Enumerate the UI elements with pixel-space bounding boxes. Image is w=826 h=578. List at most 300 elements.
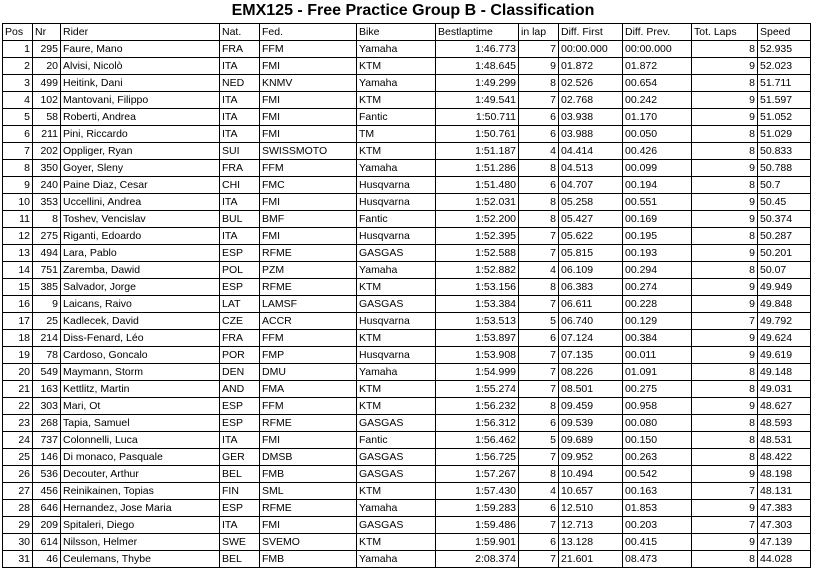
cell-speed: 49.031 xyxy=(758,381,811,398)
cell-fed: SWISSMOTO xyxy=(260,143,357,160)
cell-fed: FMI xyxy=(260,92,357,109)
cell-tot-laps: 9 xyxy=(692,330,758,347)
cell-rider: Uccellini, Andrea xyxy=(61,194,220,211)
cell-in-lap: 8 xyxy=(519,211,559,228)
cell-in-lap: 8 xyxy=(519,398,559,415)
cell-diff-prev: 08.473 xyxy=(623,551,692,568)
table-row xyxy=(3,279,811,296)
cell-nr: 353 xyxy=(33,194,61,211)
cell-diff-first: 05.427 xyxy=(559,211,623,228)
cell-rider: Oppliger, Ryan xyxy=(61,143,220,160)
cell-diff-first: 10.657 xyxy=(559,483,623,500)
cell-nat: AND xyxy=(220,381,260,398)
cell-rider: Colonnelli, Luca xyxy=(61,432,220,449)
cell-speed: 50.287 xyxy=(758,228,811,245)
cell-bestlaptime: 1:51.187 xyxy=(436,143,519,160)
header-row xyxy=(3,24,811,41)
cell-nr: 499 xyxy=(33,75,61,92)
table-row xyxy=(3,194,811,211)
cell-nr: 78 xyxy=(33,347,61,364)
cell-diff-first: 06.109 xyxy=(559,262,623,279)
cell-pos: 20 xyxy=(3,364,33,381)
col-header-speed: Speed xyxy=(758,24,811,41)
col-header-nr: Nr xyxy=(33,24,61,41)
cell-bestlaptime: 1:56.462 xyxy=(436,432,519,449)
cell-diff-prev: 00.263 xyxy=(623,449,692,466)
cell-rider: Cardoso, Goncalo xyxy=(61,347,220,364)
cell-nr: 549 xyxy=(33,364,61,381)
cell-nat: DEN xyxy=(220,364,260,381)
cell-diff-first: 09.689 xyxy=(559,432,623,449)
cell-bike: Husqvarna xyxy=(357,194,436,211)
cell-bike: Yamaha xyxy=(357,41,436,58)
cell-pos: 14 xyxy=(3,262,33,279)
cell-tot-laps: 8 xyxy=(692,551,758,568)
col-header-pos: Pos xyxy=(3,24,33,41)
cell-nr: 214 xyxy=(33,330,61,347)
cell-pos: 17 xyxy=(3,313,33,330)
cell-nr: 646 xyxy=(33,500,61,517)
cell-nat: NED xyxy=(220,75,260,92)
page-title: EMX125 - Free Practice Group B - Classification xyxy=(231,2,595,19)
cell-nr: 614 xyxy=(33,534,61,551)
cell-speed: 50.45 xyxy=(758,194,811,211)
cell-pos: 16 xyxy=(3,296,33,313)
cell-bestlaptime: 1:53.897 xyxy=(436,330,519,347)
cell-speed: 50.374 xyxy=(758,211,811,228)
table-row xyxy=(3,500,811,517)
cell-rider: Mantovani, Filippo xyxy=(61,92,220,109)
cell-nr: 163 xyxy=(33,381,61,398)
cell-tot-laps: 8 xyxy=(692,143,758,160)
cell-tot-laps: 9 xyxy=(692,279,758,296)
cell-diff-prev: 00.129 xyxy=(623,313,692,330)
cell-tot-laps: 8 xyxy=(692,262,758,279)
cell-diff-first: 04.513 xyxy=(559,160,623,177)
cell-fed: RFME xyxy=(260,279,357,296)
table-row xyxy=(3,58,811,75)
cell-bestlaptime: 1:53.156 xyxy=(436,279,519,296)
cell-diff-prev: 00.426 xyxy=(623,143,692,160)
cell-pos: 28 xyxy=(3,500,33,517)
cell-pos: 15 xyxy=(3,279,33,296)
cell-tot-laps: 9 xyxy=(692,194,758,211)
classification-table xyxy=(2,23,811,568)
cell-in-lap: 6 xyxy=(519,109,559,126)
cell-speed: 48.422 xyxy=(758,449,811,466)
cell-diff-first: 10.494 xyxy=(559,466,623,483)
cell-bestlaptime: 1:51.480 xyxy=(436,177,519,194)
cell-bike: KTM xyxy=(357,398,436,415)
cell-bestlaptime: 1:52.200 xyxy=(436,211,519,228)
cell-nr: 8 xyxy=(33,211,61,228)
cell-rider: Spitaleri, Diego xyxy=(61,517,220,534)
cell-in-lap: 8 xyxy=(519,75,559,92)
cell-nr: 536 xyxy=(33,466,61,483)
cell-tot-laps: 9 xyxy=(692,534,758,551)
cell-in-lap: 7 xyxy=(519,41,559,58)
cell-nat: BEL xyxy=(220,551,260,568)
cell-bestlaptime: 1:53.908 xyxy=(436,347,519,364)
cell-in-lap: 7 xyxy=(519,228,559,245)
cell-rider: Salvador, Jorge xyxy=(61,279,220,296)
col-header-in-lap: in lap xyxy=(519,24,559,41)
cell-in-lap: 8 xyxy=(519,466,559,483)
cell-nat: ITA xyxy=(220,58,260,75)
cell-bike: Fantic xyxy=(357,211,436,228)
cell-pos: 7 xyxy=(3,143,33,160)
cell-in-lap: 8 xyxy=(519,160,559,177)
cell-rider: Hernandez, Jose Maria xyxy=(61,500,220,517)
cell-speed: 47.139 xyxy=(758,534,811,551)
cell-bestlaptime: 1:53.513 xyxy=(436,313,519,330)
cell-bike: KTM xyxy=(357,92,436,109)
cell-nat: ESP xyxy=(220,245,260,262)
table-row xyxy=(3,398,811,415)
cell-pos: 2 xyxy=(3,58,33,75)
cell-bike: GASGAS xyxy=(357,296,436,313)
cell-in-lap: 8 xyxy=(519,279,559,296)
cell-nat: ESP xyxy=(220,398,260,415)
cell-rider: Diss-Fenard, Léo xyxy=(61,330,220,347)
cell-rider: Riganti, Edoardo xyxy=(61,228,220,245)
cell-diff-prev: 00:00.000 xyxy=(623,41,692,58)
cell-nat: FRA xyxy=(220,330,260,347)
cell-speed: 49.619 xyxy=(758,347,811,364)
cell-fed: FFM xyxy=(260,330,357,347)
cell-fed: FMB xyxy=(260,551,357,568)
cell-rider: Pini, Riccardo xyxy=(61,126,220,143)
cell-pos: 31 xyxy=(3,551,33,568)
cell-pos: 11 xyxy=(3,211,33,228)
cell-pos: 13 xyxy=(3,245,33,262)
cell-pos: 19 xyxy=(3,347,33,364)
cell-tot-laps: 8 xyxy=(692,228,758,245)
cell-speed: 47.303 xyxy=(758,517,811,534)
cell-pos: 5 xyxy=(3,109,33,126)
cell-nat: SUI xyxy=(220,143,260,160)
cell-tot-laps: 9 xyxy=(692,398,758,415)
cell-speed: 49.148 xyxy=(758,364,811,381)
cell-pos: 24 xyxy=(3,432,33,449)
cell-bike: GASGAS xyxy=(357,517,436,534)
cell-rider: Ceulemans, Thybe xyxy=(61,551,220,568)
cell-nat: ITA xyxy=(220,126,260,143)
cell-bike: Husqvarna xyxy=(357,228,436,245)
cell-diff-first: 21.601 xyxy=(559,551,623,568)
cell-bestlaptime: 1:57.267 xyxy=(436,466,519,483)
cell-diff-first: 08.226 xyxy=(559,364,623,381)
cell-diff-prev: 00.050 xyxy=(623,126,692,143)
cell-in-lap: 6 xyxy=(519,415,559,432)
cell-diff-first: 02.526 xyxy=(559,75,623,92)
cell-bike: TM xyxy=(357,126,436,143)
cell-fed: FFM xyxy=(260,160,357,177)
cell-bestlaptime: 1:48.645 xyxy=(436,58,519,75)
cell-speed: 49.792 xyxy=(758,313,811,330)
cell-diff-first: 01.872 xyxy=(559,58,623,75)
cell-speed: 49.848 xyxy=(758,296,811,313)
cell-fed: DMU xyxy=(260,364,357,381)
cell-bestlaptime: 1:50.761 xyxy=(436,126,519,143)
cell-diff-first: 06.611 xyxy=(559,296,623,313)
cell-diff-prev: 00.150 xyxy=(623,432,692,449)
cell-in-lap: 4 xyxy=(519,262,559,279)
cell-speed: 52.023 xyxy=(758,58,811,75)
cell-nr: 240 xyxy=(33,177,61,194)
cell-nat: ITA xyxy=(220,228,260,245)
cell-speed: 52.935 xyxy=(758,41,811,58)
cell-diff-first: 03.938 xyxy=(559,109,623,126)
cell-pos: 25 xyxy=(3,449,33,466)
cell-diff-first: 02.768 xyxy=(559,92,623,109)
cell-rider: Mari, Ot xyxy=(61,398,220,415)
col-header-diff-prev: Diff. Prev. xyxy=(623,24,692,41)
cell-rider: Decouter, Arthur xyxy=(61,466,220,483)
cell-fed: FFM xyxy=(260,41,357,58)
cell-diff-prev: 00.163 xyxy=(623,483,692,500)
cell-nat: ITA xyxy=(220,194,260,211)
cell-bike: KTM xyxy=(357,58,436,75)
cell-nr: 268 xyxy=(33,415,61,432)
cell-nr: 737 xyxy=(33,432,61,449)
cell-speed: 50.7 xyxy=(758,177,811,194)
cell-fed: FMI xyxy=(260,126,357,143)
cell-diff-first: 05.258 xyxy=(559,194,623,211)
cell-bike: KTM xyxy=(357,143,436,160)
cell-fed: FMB xyxy=(260,466,357,483)
cell-speed: 48.131 xyxy=(758,483,811,500)
cell-in-lap: 7 xyxy=(519,449,559,466)
cell-fed: FMI xyxy=(260,194,357,211)
cell-bike: KTM xyxy=(357,381,436,398)
cell-nat: ITA xyxy=(220,432,260,449)
cell-tot-laps: 9 xyxy=(692,92,758,109)
cell-bike: Yamaha xyxy=(357,364,436,381)
cell-diff-first: 12.713 xyxy=(559,517,623,534)
table-row xyxy=(3,211,811,228)
table-row xyxy=(3,228,811,245)
cell-in-lap: 6 xyxy=(519,534,559,551)
cell-speed: 50.833 xyxy=(758,143,811,160)
cell-diff-first: 07.124 xyxy=(559,330,623,347)
cell-diff-prev: 00.193 xyxy=(623,245,692,262)
cell-nat: ITA xyxy=(220,92,260,109)
cell-tot-laps: 7 xyxy=(692,313,758,330)
cell-pos: 8 xyxy=(3,160,33,177)
cell-nr: 494 xyxy=(33,245,61,262)
cell-bestlaptime: 1:59.486 xyxy=(436,517,519,534)
cell-bestlaptime: 1:56.312 xyxy=(436,415,519,432)
cell-nat: BEL xyxy=(220,466,260,483)
cell-tot-laps: 8 xyxy=(692,364,758,381)
cell-tot-laps: 7 xyxy=(692,483,758,500)
cell-nr: 20 xyxy=(33,58,61,75)
cell-rider: Reinikainen, Topias xyxy=(61,483,220,500)
cell-rider: Di monaco, Pasquale xyxy=(61,449,220,466)
cell-nat: CZE xyxy=(220,313,260,330)
cell-bestlaptime: 1:59.283 xyxy=(436,500,519,517)
cell-diff-first: 04.707 xyxy=(559,177,623,194)
cell-bestlaptime: 1:49.299 xyxy=(436,75,519,92)
cell-rider: Roberti, Andrea xyxy=(61,109,220,126)
table-row xyxy=(3,126,811,143)
cell-nr: 751 xyxy=(33,262,61,279)
col-header-bestlaptime: Bestlaptime xyxy=(436,24,519,41)
cell-nr: 46 xyxy=(33,551,61,568)
cell-speed: 51.597 xyxy=(758,92,811,109)
cell-bestlaptime: 1:52.882 xyxy=(436,262,519,279)
cell-fed: RFME xyxy=(260,500,357,517)
cell-pos: 22 xyxy=(3,398,33,415)
cell-nat: ITA xyxy=(220,517,260,534)
table-row xyxy=(3,449,811,466)
cell-rider: Goyer, Sleny xyxy=(61,160,220,177)
cell-in-lap: 7 xyxy=(519,517,559,534)
cell-tot-laps: 9 xyxy=(692,58,758,75)
cell-diff-first: 09.952 xyxy=(559,449,623,466)
cell-diff-prev: 01.853 xyxy=(623,500,692,517)
cell-diff-prev: 00.274 xyxy=(623,279,692,296)
cell-diff-first: 09.459 xyxy=(559,398,623,415)
cell-nat: BUL xyxy=(220,211,260,228)
cell-bestlaptime: 1:53.384 xyxy=(436,296,519,313)
cell-nat: ESP xyxy=(220,415,260,432)
cell-nr: 202 xyxy=(33,143,61,160)
cell-bike: KTM xyxy=(357,279,436,296)
cell-nat: FIN xyxy=(220,483,260,500)
cell-pos: 30 xyxy=(3,534,33,551)
cell-nr: 211 xyxy=(33,126,61,143)
cell-nr: 350 xyxy=(33,160,61,177)
cell-speed: 50.201 xyxy=(758,245,811,262)
cell-rider: Kadlecek, David xyxy=(61,313,220,330)
cell-speed: 49.949 xyxy=(758,279,811,296)
cell-fed: FMI xyxy=(260,228,357,245)
col-header-nat: Nat. xyxy=(220,24,260,41)
cell-diff-prev: 00.415 xyxy=(623,534,692,551)
cell-in-lap: 9 xyxy=(519,58,559,75)
cell-fed: FMP xyxy=(260,347,357,364)
cell-nr: 25 xyxy=(33,313,61,330)
cell-speed: 51.711 xyxy=(758,75,811,92)
cell-diff-first: 04.414 xyxy=(559,143,623,160)
cell-nr: 58 xyxy=(33,109,61,126)
cell-bike: Fantic xyxy=(357,109,436,126)
cell-in-lap: 7 xyxy=(519,551,559,568)
cell-bestlaptime: 1:51.286 xyxy=(436,160,519,177)
cell-bestlaptime: 1:52.031 xyxy=(436,194,519,211)
cell-tot-laps: 8 xyxy=(692,126,758,143)
table-row xyxy=(3,551,811,568)
cell-diff-prev: 00.080 xyxy=(623,415,692,432)
cell-in-lap: 7 xyxy=(519,92,559,109)
table-row xyxy=(3,92,811,109)
cell-diff-prev: 00.169 xyxy=(623,211,692,228)
cell-tot-laps: 9 xyxy=(692,296,758,313)
cell-nat: ITA xyxy=(220,109,260,126)
cell-in-lap: 5 xyxy=(519,432,559,449)
cell-diff-first: 07.135 xyxy=(559,347,623,364)
cell-fed: RFME xyxy=(260,415,357,432)
cell-fed: FMI xyxy=(260,109,357,126)
table-row xyxy=(3,517,811,534)
cell-rider: Alvisi, Nicolò xyxy=(61,58,220,75)
table-row xyxy=(3,432,811,449)
cell-pos: 10 xyxy=(3,194,33,211)
cell-bike: Husqvarna xyxy=(357,177,436,194)
cell-diff-first: 12.510 xyxy=(559,500,623,517)
cell-rider: Paine Diaz, Cesar xyxy=(61,177,220,194)
cell-in-lap: 7 xyxy=(519,347,559,364)
cell-in-lap: 6 xyxy=(519,177,559,194)
cell-bike: GASGAS xyxy=(357,466,436,483)
cell-speed: 48.593 xyxy=(758,415,811,432)
table-row xyxy=(3,364,811,381)
cell-fed: BMF xyxy=(260,211,357,228)
cell-tot-laps: 9 xyxy=(692,466,758,483)
cell-fed: KNMV xyxy=(260,75,357,92)
cell-nat: FRA xyxy=(220,41,260,58)
cell-pos: 12 xyxy=(3,228,33,245)
cell-tot-laps: 9 xyxy=(692,500,758,517)
cell-tot-laps: 7 xyxy=(692,517,758,534)
cell-speed: 48.627 xyxy=(758,398,811,415)
cell-nr: 295 xyxy=(33,41,61,58)
cell-pos: 27 xyxy=(3,483,33,500)
cell-pos: 18 xyxy=(3,330,33,347)
cell-tot-laps: 8 xyxy=(692,177,758,194)
cell-fed: SVEMO xyxy=(260,534,357,551)
table-row xyxy=(3,313,811,330)
table-row xyxy=(3,177,811,194)
cell-fed: SML xyxy=(260,483,357,500)
cell-pos: 4 xyxy=(3,92,33,109)
cell-fed: FMI xyxy=(260,432,357,449)
cell-diff-prev: 01.091 xyxy=(623,364,692,381)
cell-speed: 48.198 xyxy=(758,466,811,483)
cell-bestlaptime: 1:56.725 xyxy=(436,449,519,466)
cell-diff-first: 06.740 xyxy=(559,313,623,330)
cell-rider: Zaremba, Dawid xyxy=(61,262,220,279)
cell-nat: FRA xyxy=(220,160,260,177)
cell-bike: Yamaha xyxy=(357,551,436,568)
cell-diff-first: 05.622 xyxy=(559,228,623,245)
cell-fed: LAMSF xyxy=(260,296,357,313)
cell-speed: 47.383 xyxy=(758,500,811,517)
cell-pos: 6 xyxy=(3,126,33,143)
cell-nr: 275 xyxy=(33,228,61,245)
cell-pos: 29 xyxy=(3,517,33,534)
cell-tot-laps: 8 xyxy=(692,75,758,92)
cell-tot-laps: 8 xyxy=(692,41,758,58)
cell-nr: 102 xyxy=(33,92,61,109)
cell-diff-prev: 00.958 xyxy=(623,398,692,415)
cell-nr: 209 xyxy=(33,517,61,534)
cell-diff-prev: 01.872 xyxy=(623,58,692,75)
cell-bike: Fantic xyxy=(357,432,436,449)
col-header-diff-first: Diff. First xyxy=(559,24,623,41)
cell-rider: Lara, Pablo xyxy=(61,245,220,262)
cell-in-lap: 6 xyxy=(519,126,559,143)
cell-rider: Tapia, Samuel xyxy=(61,415,220,432)
table-row xyxy=(3,41,811,58)
cell-fed: FMI xyxy=(260,58,357,75)
table-row xyxy=(3,296,811,313)
cell-speed: 50.07 xyxy=(758,262,811,279)
cell-pos: 21 xyxy=(3,381,33,398)
cell-nr: 9 xyxy=(33,296,61,313)
